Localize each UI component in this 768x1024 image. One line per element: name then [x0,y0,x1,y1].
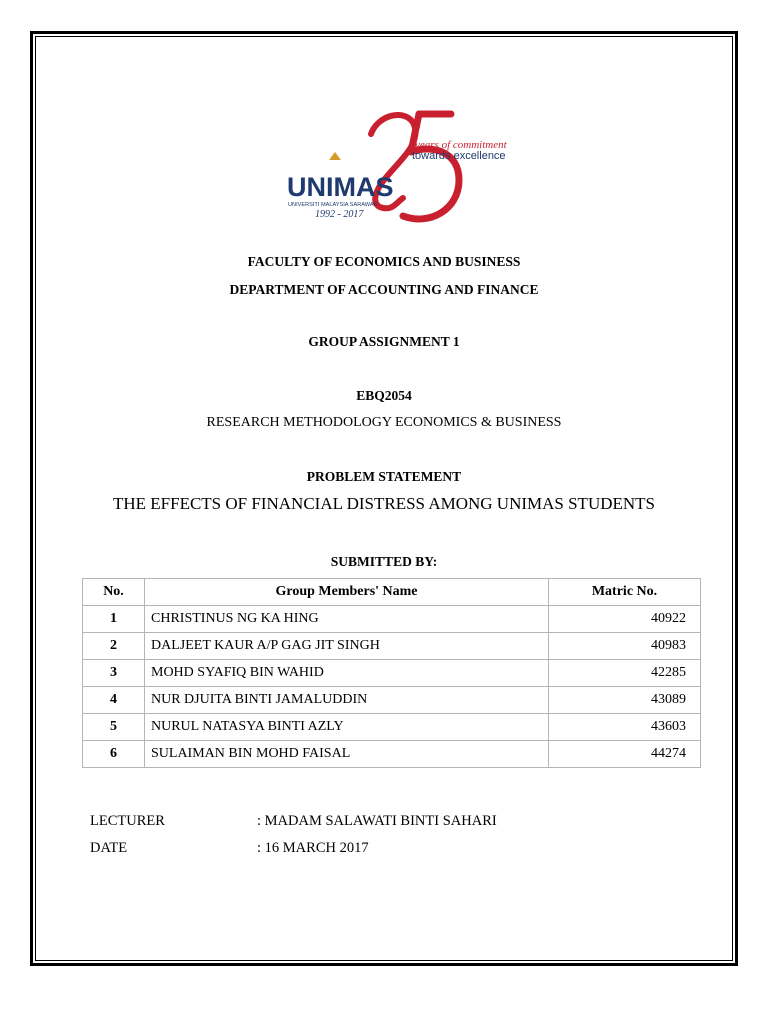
member-matric: 42285 [549,660,701,687]
member-name: CHRISTINUS NG KA HING [145,606,549,633]
logo-anniversary-five [403,114,459,219]
document-title: THE EFFECTS OF FINANCIAL DISTRESS AMONG UNIMAS STUDENTS [112,494,655,513]
member-matric: 40922 [549,606,701,633]
header-matric: Matric No. [549,579,701,606]
logo-tagline-line-2: towards excellence [412,150,506,162]
course-name: RESEARCH METHODOLOGY ECONOMICS & BUSINESS [206,415,562,430]
date-label: DATE [90,840,128,856]
member-name: NURUL NATASYA BINTI AZLY [145,714,549,741]
logo-crest-icon [329,152,341,160]
table-row [83,606,701,633]
header-name: Group Members' Name [145,579,549,606]
member-no: 6 [83,741,145,768]
unimas-25-years-logo [283,100,523,240]
logo-university-text: UNIVERSITI MALAYSIA SARAWAK [288,202,378,208]
table-header-row [83,579,701,606]
logo-years-text: 1992 - 2017 [315,209,364,220]
submitted-by-label: SUBMITTED BY: [330,554,438,569]
table-row [83,687,701,714]
member-name: MOHD SYAFIQ BIN WAHID [145,660,549,687]
table-row [83,660,701,687]
lecturer-label: LECTURER [90,813,165,829]
member-no: 3 [83,660,145,687]
member-no: 4 [83,687,145,714]
member-matric: 43603 [549,714,701,741]
faculty-heading: FACULTY OF ECONOMICS AND BUSINESS [247,254,521,269]
member-no: 5 [83,714,145,741]
table-row [83,633,701,660]
member-name: NUR DJUITA BINTI JAMALUDDIN [145,687,549,714]
member-matric: 40983 [549,633,701,660]
problem-statement-label: PROBLEM STATEMENT [306,469,462,484]
course-code: EBQ2054 [356,388,412,403]
member-name: SULAIMAN BIN MOHD FAISAL [145,741,549,768]
member-matric: 43089 [549,687,701,714]
assignment-heading: GROUP ASSIGNMENT 1 [308,334,460,349]
table-row [83,714,701,741]
logo-brand-text: UNIMAS [287,172,394,202]
logo-tagline-line-1: years of commitment [415,139,507,151]
date-value: : 16 MARCH 2017 [257,840,369,856]
member-matric: 44274 [549,741,701,768]
department-heading: DEPARTMENT OF ACCOUNTING AND FINANCE [229,282,539,297]
header-no: No. [83,579,145,606]
lecturer-value: : MADAM SALAWATI BINTI SAHARI [257,813,497,829]
member-no: 2 [83,633,145,660]
member-no: 1 [83,606,145,633]
group-members-table [82,578,701,768]
table-row [83,741,701,768]
member-name: DALJEET KAUR A/P GAG JIT SINGH [145,633,549,660]
